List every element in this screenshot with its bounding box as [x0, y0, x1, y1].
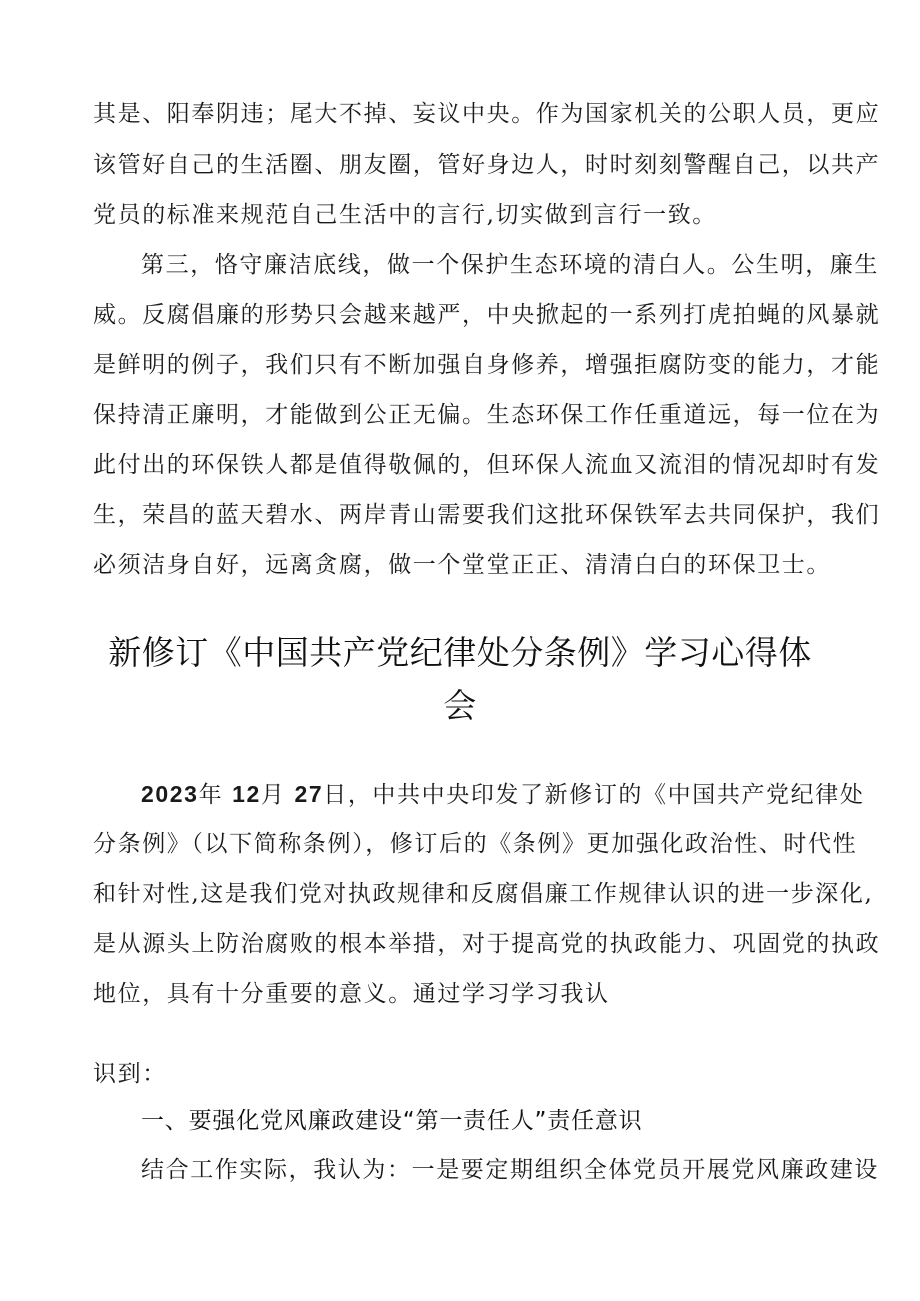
text-line: 生，荣昌的蓝天碧水、两岸青山需要我们这批环保铁军去共同保护，我们	[93, 502, 881, 528]
text-line: 第三，恪守廉洁底线，做一个保护生态环境的清白人。公生明，廉生	[141, 252, 879, 278]
year-suffix: 年	[198, 782, 224, 808]
text-line: 识到：	[93, 1061, 167, 1087]
text-line: 是从源头上防治腐败的根本举措，对于提高党的执政能力、巩固党的执政	[93, 931, 881, 957]
text-line: 党员的标准来规范自己生活中的言行,切实做到言行一致。	[93, 202, 717, 228]
text-line: 其是、阳奉阴违；尾大不掉、妄议中央。作为国家机关的公职人员，更应	[93, 101, 881, 127]
month-suffix: 月	[260, 782, 286, 808]
day-value: 27	[294, 781, 324, 807]
text-line: 和针对性,这是我们党对执政规律和反腐倡廉工作规律认识的进一步深化,	[93, 881, 874, 907]
text-line: 地位，具有十分重要的意义。通过学习学习我认	[93, 981, 610, 1007]
text-line: 是鲜明的例子，我们只有不断加强自身修养，增强拒腐防变的能力，才能	[93, 352, 881, 378]
text-line: 该管好自己的生活圈、朋友圈，管好身边人，时时刻刻警醒自己，以共产	[93, 152, 881, 178]
article-title: 新修订《中国共产党纪律处分条例》学习心得体	[108, 633, 812, 672]
intro-first-line-text: 日，中共中央印发了新修订的《中国共产党纪律处	[323, 782, 865, 808]
text-line: 威。反腐倡廉的形势只会越来越严，中央掀起的一系列打虎拍蝇的风暴就	[93, 302, 881, 328]
text-line: 分条例》（以下简称条例），修订后的《条例》更加强化政治性、时代性	[93, 831, 858, 857]
section-heading: 一、要强化党风廉政建设“第一责任人”责任意识	[141, 1108, 643, 1134]
month-value: 12	[232, 781, 261, 807]
text-line	[141, 779, 864, 810]
text-line: 此付出的环保铁人都是值得敬佩的，但环保人流血又流泪的情况却时有发	[93, 452, 881, 478]
text-line: 必须洁身自好，远离贪腐，做一个堂堂正正、清清白白的环保卫士。	[93, 552, 831, 578]
year-value: 2023	[141, 781, 199, 807]
article-title-continued: 会	[443, 686, 477, 725]
text-line: 保持清正廉明，才能做到公正无偏。生态环保工作任重道远，每一位在为	[93, 402, 881, 428]
text-line: 结合工作实际，我认为：一是要定期组织全体党员开展党风廉政建设	[141, 1157, 879, 1183]
